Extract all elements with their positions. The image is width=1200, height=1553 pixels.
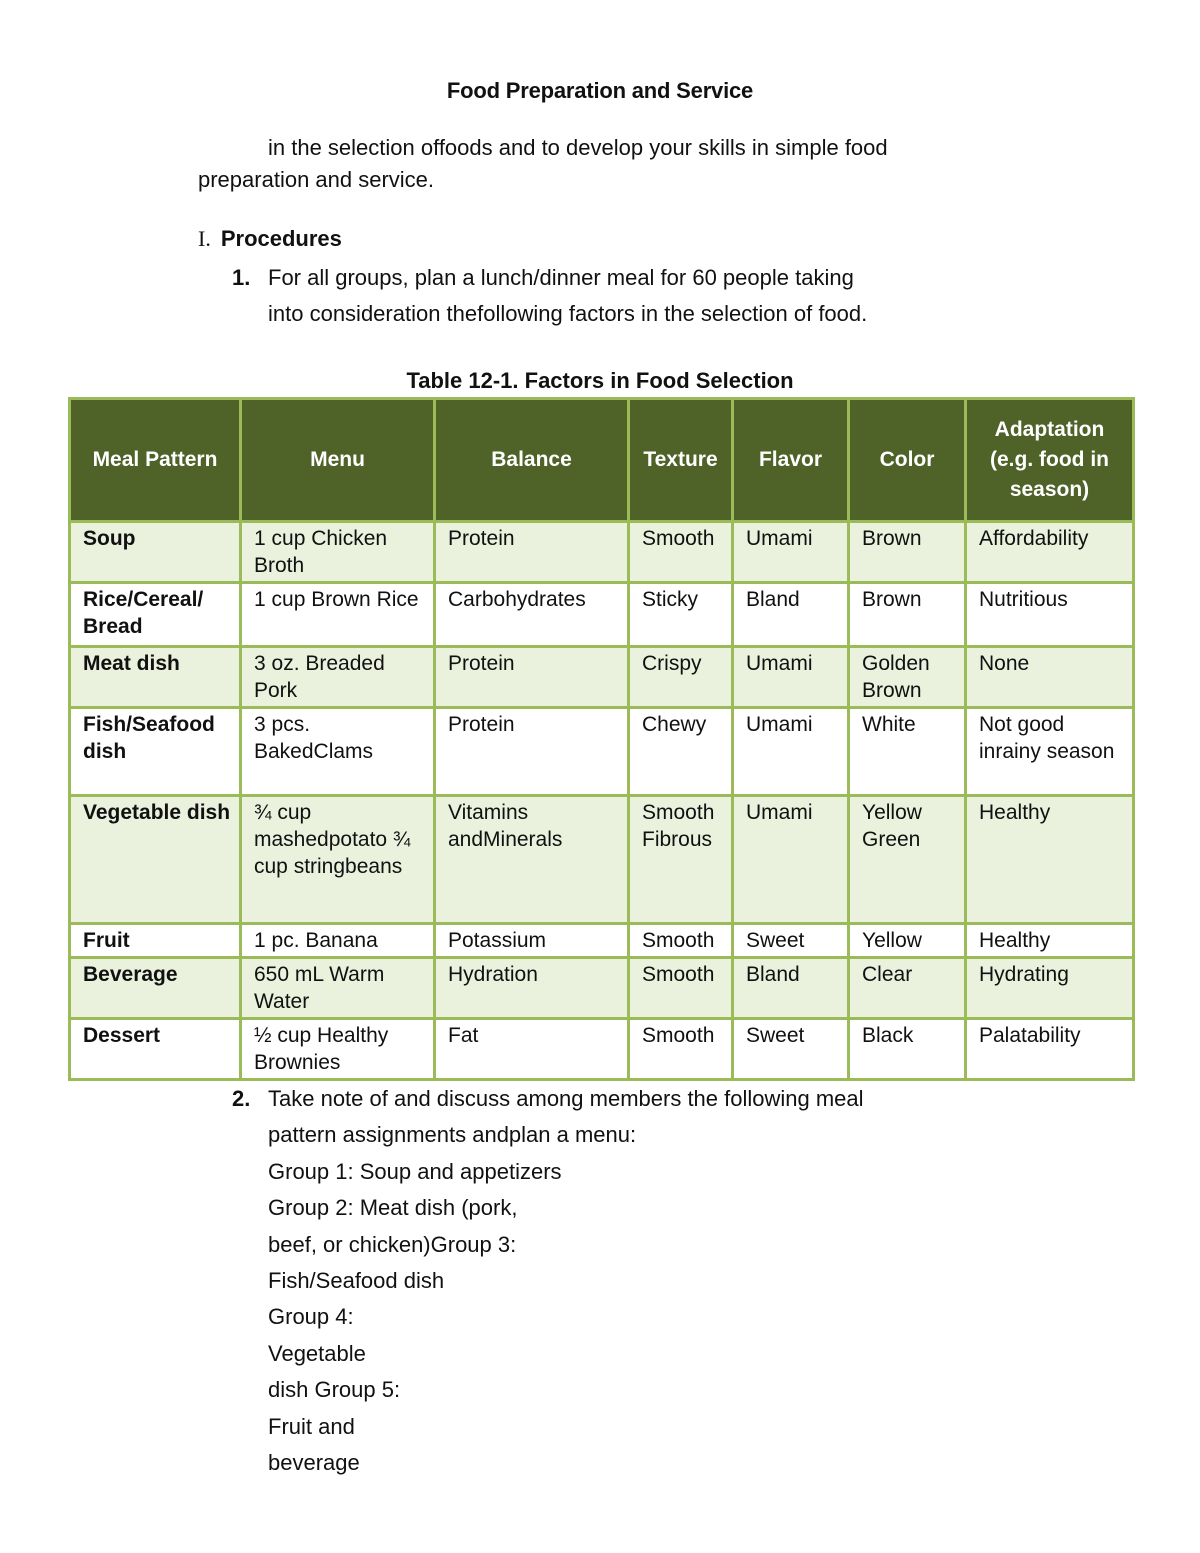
step-number: 1. <box>232 265 251 290</box>
column-header: Menu <box>241 399 435 522</box>
texture-cell: Smooth <box>629 522 733 583</box>
adaptation-cell: Hydrating <box>966 958 1134 1019</box>
adaptation-cell: Palatability <box>966 1019 1134 1080</box>
flavor-cell: Umami <box>733 708 849 796</box>
column-header: Adaptation (e.g. food in season) <box>966 399 1134 522</box>
adaptation-cell: Nutritious <box>966 583 1134 647</box>
texture-cell: Chewy <box>629 708 733 796</box>
texture-cell: Sticky <box>629 583 733 647</box>
meal-pattern-cell: Fish/Seafood dish <box>70 708 241 796</box>
column-header: Flavor <box>733 399 849 522</box>
color-cell: Brown <box>849 583 966 647</box>
adaptation-cell: None <box>966 647 1134 708</box>
adaptation-cell: Healthy <box>966 924 1134 958</box>
section-heading <box>198 226 342 252</box>
procedure-step-2 <box>232 1081 968 1481</box>
intro-line: in the selection offoods and to develop your skills in simple food <box>268 135 888 160</box>
flavor-cell: Umami <box>733 647 849 708</box>
table-row <box>70 583 1134 647</box>
group-assignment-line: dish Group 5: <box>268 1377 401 1403</box>
group-assignment-line: Group 4: <box>268 1304 354 1330</box>
step-body <box>268 1081 968 1481</box>
flavor-cell: Bland <box>733 958 849 1019</box>
menu-cell: ½ cup Healthy Brownies <box>241 1019 435 1080</box>
texture-cell: Smooth <box>629 1019 733 1080</box>
group-assignment-line: Group 2: Meat dish (pork, <box>268 1195 518 1221</box>
color-cell: Clear <box>849 958 966 1019</box>
balance-cell: Protein <box>435 647 629 708</box>
balance-cell: Vitamins andMinerals <box>435 796 629 924</box>
balance-cell: Carbohydrates <box>435 583 629 647</box>
menu-cell: 650 mL Warm Water <box>241 958 435 1019</box>
texture-cell: Crispy <box>629 647 733 708</box>
texture-cell: Smooth Fibrous <box>629 796 733 924</box>
table-row <box>70 522 1134 583</box>
table-row <box>70 796 1134 924</box>
table-header-row <box>70 399 1134 522</box>
step-number: 2. <box>232 1086 251 1111</box>
step-line: Take note of and discuss among members the following meal <box>268 1086 864 1111</box>
step-body <box>268 260 968 332</box>
group-assignment-line: beverage <box>268 1450 360 1476</box>
flavor-cell: Sweet <box>733 1019 849 1080</box>
table-row <box>70 1019 1134 1080</box>
adaptation-cell: Affordability <box>966 522 1134 583</box>
color-cell: Black <box>849 1019 966 1080</box>
column-header: Meal Pattern <box>70 399 241 522</box>
column-header: Balance <box>435 399 629 522</box>
section-title: Procedures <box>220 226 342 251</box>
color-cell: Brown <box>849 522 966 583</box>
texture-cell: Smooth <box>629 924 733 958</box>
adaptation-cell: Not good inrainy season <box>966 708 1134 796</box>
color-cell: Yellow Green <box>849 796 966 924</box>
meal-pattern-cell: Vegetable dish <box>70 796 241 924</box>
meal-pattern-cell: Soup <box>70 522 241 583</box>
intro-paragraph <box>198 132 978 196</box>
menu-cell: 1 cup Chicken Broth <box>241 522 435 583</box>
flavor-cell: Umami <box>733 796 849 924</box>
procedure-step-1 <box>232 260 968 332</box>
balance-cell: Potassium <box>435 924 629 958</box>
group-assignment-line: Vegetable <box>268 1340 366 1366</box>
column-header: Color <box>849 399 966 522</box>
meal-pattern-cell: Dessert <box>70 1019 241 1080</box>
group-assignment-line: Fruit and <box>268 1413 355 1439</box>
meal-pattern-cell: Beverage <box>70 958 241 1019</box>
meal-pattern-cell: Fruit <box>70 924 241 958</box>
step-line: into consideration thefollowing factors in the selection of food. <box>268 301 868 326</box>
document-title: Food Preparation and Service <box>446 78 754 103</box>
balance-cell: Fat <box>435 1019 629 1080</box>
group-assignment-line: Group 1: Soup and appetizers <box>268 1158 562 1184</box>
meal-pattern-cell: Meat dish <box>70 647 241 708</box>
color-cell: Golden Brown <box>849 647 966 708</box>
table-row <box>70 924 1134 958</box>
texture-cell: Smooth <box>629 958 733 1019</box>
adaptation-cell: Healthy <box>966 796 1134 924</box>
flavor-cell: Bland <box>733 583 849 647</box>
menu-cell: 1 cup Brown Rice <box>241 583 435 647</box>
menu-cell: 1 pc. Banana <box>241 924 435 958</box>
menu-cell: ¾ cup mashedpotato ¾ cup stringbeans <box>241 796 435 924</box>
flavor-cell: Sweet <box>733 924 849 958</box>
color-cell: White <box>849 708 966 796</box>
group-assignment-line: Fish/Seafood dish <box>268 1268 445 1294</box>
step-line: For all groups, plan a lunch/dinner meal for 60 people taking <box>268 265 854 290</box>
table-row <box>70 958 1134 1019</box>
step-line: pattern assignments andplan a menu: <box>268 1122 637 1148</box>
balance-cell: Protein <box>435 708 629 796</box>
balance-cell: Hydration <box>435 958 629 1019</box>
intro-line: preparation and service. <box>198 167 435 192</box>
color-cell: Yellow <box>849 924 966 958</box>
group-assignment-line: beef, or chicken)Group 3: <box>268 1231 517 1257</box>
table-row <box>70 708 1134 796</box>
menu-cell: 3 oz. Breaded Pork <box>241 647 435 708</box>
table-caption: Table 12-1. Factors in Food Selection <box>406 368 794 393</box>
meal-pattern-cell: Rice/Cereal/ Bread <box>70 583 241 647</box>
table-row <box>70 647 1134 708</box>
column-header: Texture <box>629 399 733 522</box>
section-numeral: I. <box>198 226 211 251</box>
menu-cell: 3 pcs. BakedClams <box>241 708 435 796</box>
balance-cell: Protein <box>435 522 629 583</box>
flavor-cell: Umami <box>733 522 849 583</box>
food-selection-table <box>68 397 1135 1081</box>
